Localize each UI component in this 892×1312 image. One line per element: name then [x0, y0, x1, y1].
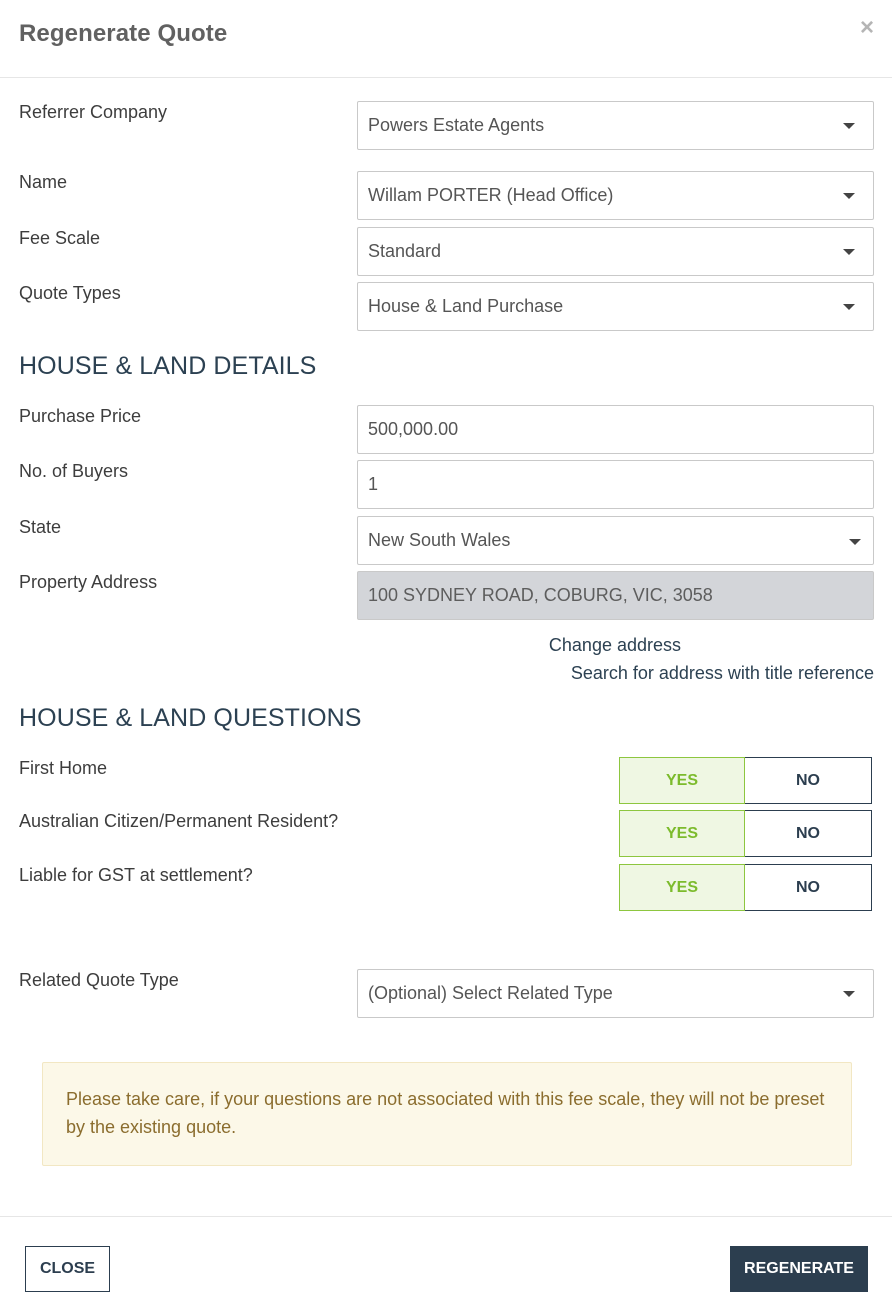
- state-label: State: [19, 517, 62, 537]
- fee-scale-label: Fee Scale: [19, 228, 101, 248]
- close-button[interactable]: CLOSE: [25, 1246, 110, 1292]
- name-label: Name: [19, 172, 68, 192]
- chevron-down-icon: [843, 193, 855, 199]
- chevron-down-icon: [843, 249, 855, 255]
- related-quote-type-select[interactable]: [357, 969, 874, 1018]
- property-address-input: [357, 571, 874, 620]
- house-land-questions-heading: HOUSE & LAND QUESTIONS: [19, 704, 362, 732]
- first-home-label: First Home: [19, 758, 108, 778]
- modal-header: [0, 0, 892, 78]
- chevron-down-icon: [843, 991, 855, 997]
- purchase-price-label: Purchase Price: [19, 406, 142, 426]
- house-land-details-heading: HOUSE & LAND DETAILS: [19, 352, 317, 380]
- quote-types-label: Quote Types: [19, 283, 121, 303]
- citizen-resident-label: Australian Citizen/Permanent Resident?: [19, 811, 339, 831]
- name-select[interactable]: [357, 171, 874, 220]
- state-select[interactable]: [357, 516, 874, 565]
- property-address-label: Property Address: [19, 572, 158, 592]
- chevron-down-icon: [843, 304, 855, 310]
- quote-types-select[interactable]: [357, 282, 874, 331]
- warning-alert-text: Please take care, if your questions are not associated with this fee scale, they will not be preset by the existing quote.: [66, 1089, 825, 1137]
- purchase-price-value: 500,000.00: [368, 419, 459, 439]
- chevron-down-icon: [849, 539, 861, 545]
- modal-footer: [0, 1216, 892, 1312]
- fee-scale-select[interactable]: [357, 227, 874, 276]
- state-value: New South Wales: [368, 530, 511, 550]
- fee-scale-value: Standard: [368, 241, 442, 261]
- citizen-resident-no-button[interactable]: NO: [745, 810, 872, 857]
- close-icon[interactable]: ×: [859, 14, 874, 41]
- citizen-resident-toggle: [619, 810, 872, 857]
- first-home-yes-button[interactable]: YES: [619, 757, 745, 804]
- referrer-company-label: Referrer Company: [19, 102, 168, 122]
- change-address-link[interactable]: Change address: [548, 635, 681, 655]
- buyers-value: 1: [368, 474, 379, 494]
- first-home-toggle: [619, 757, 872, 804]
- modal-title: Regenerate Quote: [19, 20, 228, 47]
- regenerate-button[interactable]: REGENERATE: [730, 1246, 868, 1292]
- gst-liable-no-button[interactable]: NO: [745, 864, 872, 911]
- name-value: Willam PORTER (Head Office): [368, 185, 614, 205]
- gst-liable-label: Liable for GST at settlement?: [19, 865, 253, 885]
- warning-alert: [42, 1062, 852, 1166]
- purchase-price-input[interactable]: [357, 405, 874, 454]
- gst-liable-toggle: [619, 864, 872, 911]
- referrer-company-value: Powers Estate Agents: [368, 115, 545, 135]
- buyers-input[interactable]: [357, 460, 874, 509]
- search-title-reference-link[interactable]: Search for address with title reference: [570, 663, 874, 683]
- buyers-label: No. of Buyers: [19, 461, 129, 481]
- first-home-no-button[interactable]: NO: [745, 757, 872, 804]
- property-address-value: 100 SYDNEY ROAD, COBURG, VIC, 3058: [368, 585, 713, 605]
- chevron-down-icon: [843, 123, 855, 129]
- related-quote-type-placeholder: (Optional) Select Related Type: [368, 983, 613, 1003]
- related-quote-type-label: Related Quote Type: [19, 970, 179, 990]
- referrer-company-select[interactable]: [357, 101, 874, 150]
- citizen-resident-yes-button[interactable]: YES: [619, 810, 745, 857]
- gst-liable-yes-button[interactable]: YES: [619, 864, 745, 911]
- quote-types-value: House & Land Purchase: [368, 296, 564, 316]
